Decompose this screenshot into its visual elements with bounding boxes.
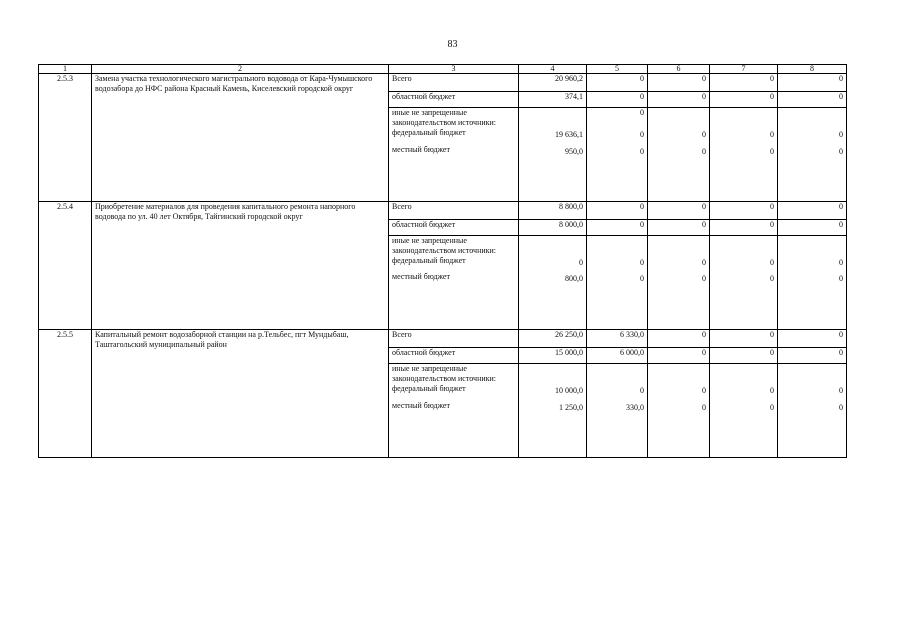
value-cell: 20 960,2 — [519, 74, 587, 92]
value-cell: 0 — [648, 348, 710, 364]
value-cell — [710, 364, 778, 458]
value-cell: 8 800,0 — [519, 202, 587, 220]
value-line: 0 — [770, 403, 774, 412]
value-cell: 0 — [648, 202, 710, 220]
value-line: 0 — [640, 386, 644, 395]
value-cell — [587, 236, 648, 330]
source-label: местный бюджет — [392, 272, 450, 281]
row-code: 2.5.4 — [39, 202, 92, 330]
value-cell: 374,1 — [519, 92, 587, 108]
column-number: 2 — [92, 65, 389, 74]
value-line: 0 — [640, 130, 644, 139]
value-line: 0 — [839, 147, 843, 156]
value-cell: 0 — [587, 202, 648, 220]
value-line: 1 250,0 — [559, 403, 583, 412]
value-cell: 0 — [710, 348, 778, 364]
column-number: 4 — [519, 65, 587, 74]
value-cell: 0 — [587, 92, 648, 108]
value-cell: 0 — [648, 220, 710, 236]
value-cell: 0 — [710, 220, 778, 236]
column-number: 5 — [587, 65, 648, 74]
value-cell: 0 — [587, 220, 648, 236]
value-line: 0 — [770, 386, 774, 395]
column-numbers-row — [39, 65, 847, 74]
value-cell: 0 — [710, 330, 778, 348]
value-line — [522, 236, 583, 246]
value-line — [781, 364, 843, 374]
value-line: 0 — [640, 258, 644, 267]
value-cell: 8 000,0 — [519, 220, 587, 236]
value-cell — [778, 364, 847, 458]
value-line: 0 — [702, 258, 706, 267]
value-line — [781, 108, 843, 118]
page-number: 83 — [447, 39, 458, 50]
value-cell: 0 — [778, 202, 847, 220]
value-line: 10 000,0 — [555, 386, 583, 395]
source-label: Всего — [389, 74, 519, 92]
value-cell: 0 — [778, 74, 847, 92]
row-code: 2.5.5 — [39, 330, 92, 458]
table-row-total — [39, 202, 847, 220]
source-label: местный бюджет — [392, 401, 450, 410]
value-line — [590, 236, 644, 246]
source-label: областной бюджет — [389, 92, 519, 108]
value-cell: 0 — [710, 202, 778, 220]
row-name: Замена участка технологического магистрального водовода от Кара-Чумышского водозабора до НФС района Красный Камень, Киселевский городской округ — [92, 74, 389, 202]
table-row-total — [39, 330, 847, 348]
row-code: 2.5.3 — [39, 74, 92, 202]
value-line: 0 — [770, 130, 774, 139]
value-cell: 0 — [778, 348, 847, 364]
column-number: 1 — [39, 65, 92, 74]
value-cell: 0 — [648, 330, 710, 348]
value-line — [522, 108, 583, 118]
value-line: 330,0 — [626, 403, 644, 412]
value-line: 0 — [702, 386, 706, 395]
value-cell — [519, 236, 587, 330]
value-line — [713, 108, 774, 118]
value-line: 0 — [702, 130, 706, 139]
row-name: Приобретение материалов для проведения капитального ремонта напорного водовода по ул. 40 лет Октября, Тайгинский городской округ — [92, 202, 389, 330]
value-cell — [519, 108, 587, 202]
value-cell: 0 — [648, 92, 710, 108]
source-label: Всего — [389, 202, 519, 220]
column-number: 6 — [648, 65, 710, 74]
value-line: 0 — [579, 258, 583, 267]
other-sources-label: иные не запрещенные законодательством источники: — [392, 108, 497, 127]
value-line — [590, 364, 644, 374]
value-cell — [648, 108, 710, 202]
source-label: областной бюджет — [389, 348, 519, 364]
value-cell: 6 330,0 — [587, 330, 648, 348]
value-line: 0 — [702, 274, 706, 283]
source-label: Всего — [389, 330, 519, 348]
value-cell: 0 — [648, 74, 710, 92]
table-row-total — [39, 74, 847, 92]
value-line: 950,0 — [565, 147, 583, 156]
value-cell — [778, 108, 847, 202]
column-number: 8 — [778, 65, 847, 74]
value-line — [713, 236, 774, 246]
value-line — [651, 364, 706, 374]
value-line: 0 — [702, 147, 706, 156]
row-name: Капитальный ремонт водозаборной станции на р.Тельбес, пгт Мундыбаш, Таштагольский муниципальный район — [92, 330, 389, 458]
value-line: 0 — [640, 274, 644, 283]
value-line: 19 636,1 — [555, 130, 583, 139]
value-cell — [710, 108, 778, 202]
column-number: 3 — [389, 65, 519, 74]
value-line: 800,0 — [565, 274, 583, 283]
value-line — [651, 108, 706, 118]
source-label-cell — [389, 236, 519, 330]
value-line: 0 — [839, 274, 843, 283]
value-cell: 0 — [710, 74, 778, 92]
value-cell — [648, 236, 710, 330]
value-line: 0 — [640, 108, 644, 117]
value-line — [713, 364, 774, 374]
value-cell — [778, 236, 847, 330]
value-line: 0 — [839, 130, 843, 139]
value-cell: 0 — [778, 92, 847, 108]
value-line: 0 — [702, 403, 706, 412]
value-cell: 0 — [778, 330, 847, 348]
value-cell: 0 — [778, 220, 847, 236]
value-cell — [648, 364, 710, 458]
value-line: 0 — [770, 147, 774, 156]
value-line: 0 — [770, 274, 774, 283]
value-line — [651, 236, 706, 246]
source-label: федеральный бюджет — [392, 384, 466, 393]
source-label: местный бюджет — [392, 145, 450, 154]
value-cell: 15 000,0 — [519, 348, 587, 364]
budget-table — [38, 64, 847, 458]
value-line: 0 — [770, 258, 774, 267]
value-cell: 0 — [710, 92, 778, 108]
value-cell — [519, 364, 587, 458]
other-sources-label: иные не запрещенные законодательством источники: — [392, 236, 497, 255]
value-line: 0 — [839, 403, 843, 412]
value-cell: 6 000,0 — [587, 348, 648, 364]
value-line — [781, 236, 843, 246]
value-cell: 26 250,0 — [519, 330, 587, 348]
value-line: 0 — [839, 258, 843, 267]
value-cell — [587, 108, 648, 202]
column-number: 7 — [710, 65, 778, 74]
other-sources-label: иные не запрещенные законодательством источники: — [392, 364, 497, 383]
source-label: федеральный бюджет — [392, 256, 466, 265]
source-label-cell — [389, 364, 519, 458]
value-line: 0 — [640, 147, 644, 156]
value-line — [522, 364, 583, 374]
value-cell — [710, 236, 778, 330]
value-cell: 0 — [587, 74, 648, 92]
value-line: 0 — [839, 386, 843, 395]
value-cell — [587, 364, 648, 458]
source-label: федеральный бюджет — [392, 128, 466, 137]
source-label-cell — [389, 108, 519, 202]
source-label: областной бюджет — [389, 220, 519, 236]
